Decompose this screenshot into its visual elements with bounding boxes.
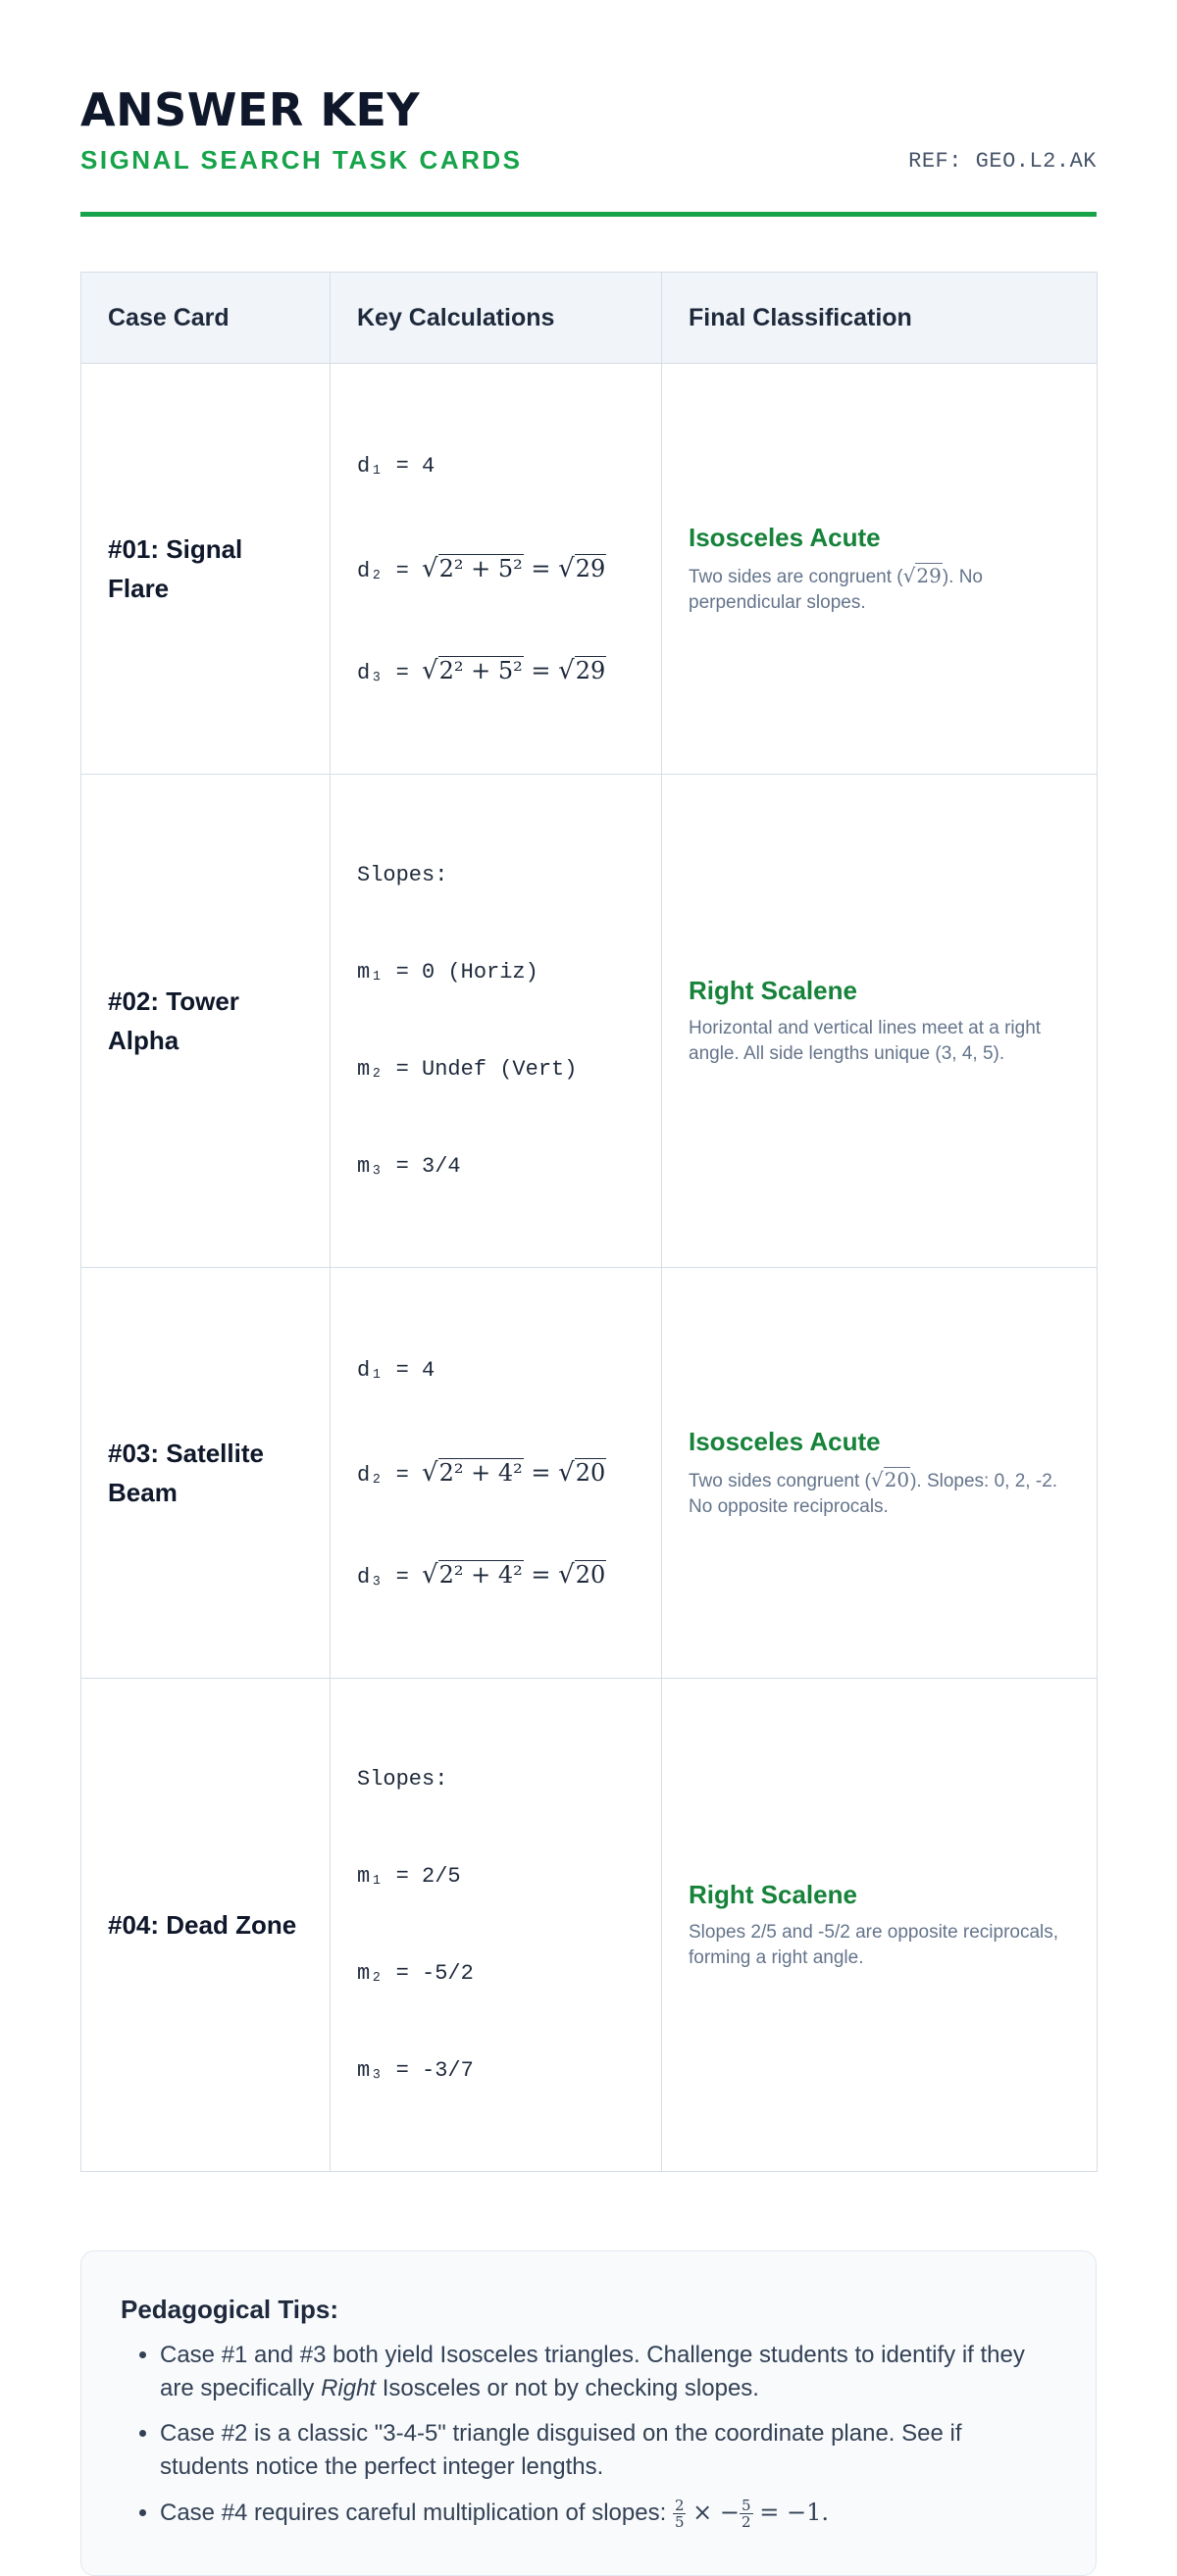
calc-line: d₃ = √2² + 5² = √29: [357, 652, 635, 689]
classification-description: Two sides congruent (√20). Slopes: 0, 2, -2. No opposite reciprocals.: [689, 1468, 1058, 1517]
reference-code: REF: GEO.L2.AK: [908, 149, 1097, 174]
classification-cell: [662, 1679, 1098, 2172]
distance-calculations: [357, 1288, 635, 1658]
calc-line: m₁ = 0 (Horiz): [357, 960, 538, 985]
case-name: #01: Signal Flare: [108, 534, 243, 603]
case-cell: [81, 775, 331, 1268]
tips-list: [121, 2339, 1056, 2530]
calc-line: d₃ = √2² + 4² = √20: [357, 1556, 635, 1593]
calc-line: m₂ = -5/2: [357, 1961, 474, 1986]
calc-cell: [331, 364, 662, 775]
slope-calculations: [357, 1698, 635, 2151]
case-cell: [81, 1679, 331, 2172]
calc-cell: [331, 1679, 662, 2172]
classification-description: Two sides are congruent (√29). No perpendicular slopes.: [689, 564, 984, 613]
fraction: $\frac{2}{5}$: [674, 2497, 685, 2532]
calc-line: m₃ = 3/4: [357, 1154, 461, 1179]
calc-line: d₂ = √2² + 5² = √29: [357, 550, 635, 587]
pedagogical-tips: [80, 2250, 1097, 2576]
header: [80, 84, 1097, 217]
radical: √2² + 4²: [422, 1458, 523, 1488]
calc-line: d₂ = √2² + 4² = √20: [357, 1454, 635, 1491]
tips-title: Pedagogical Tips:: [121, 2295, 339, 2324]
classification-title: Right Scalene: [689, 976, 857, 1005]
list-item: • Case #1 and #3 both yield Isosceles triangles. Challenge students to identify if they are specifically Right Isosceles or not by checking slopes.: [160, 2339, 1056, 2405]
calc-line: m₃ = -3/7: [357, 2058, 474, 2083]
radical: √2² + 4²: [422, 1560, 523, 1590]
page-subtitle: SIGNAL SEARCH TASK CARDS: [80, 145, 523, 175]
calc-line: d₁ = 4: [357, 1358, 435, 1383]
case-name: #04: Dead Zone: [108, 1910, 297, 1940]
slope-calculations: [357, 794, 635, 1247]
case-name: #03: Satellite Beam: [108, 1439, 264, 1507]
case-cell: [81, 364, 331, 775]
column-header-calculations: Key Calculations: [331, 273, 662, 364]
fraction: $\frac{5}{2}$: [742, 2497, 751, 2532]
table-row: [81, 1268, 1098, 1679]
classification-description: Horizontal and vertical lines meet at a right angle. All side lengths unique (3, 4, 5).: [689, 1018, 1042, 1064]
radical: √2² + 5²: [422, 656, 523, 685]
calc-cell: [331, 775, 662, 1268]
classification-description: Slopes 2/5 and -5/2 are opposite reciprocals, forming a right angle.: [689, 1922, 1059, 1968]
slopes-label: Slopes:: [357, 1767, 448, 1792]
distance-calculations: [357, 383, 635, 754]
answer-table: [80, 272, 1098, 2172]
column-header-classification: Final Classification: [662, 273, 1098, 364]
list-item: • Case #2 is a classic "3-4-5" triangle disguised on the coordinate plane. See if students notice the perfect integer lengths.: [160, 2417, 1056, 2484]
classification-title: Isosceles Acute: [689, 1427, 881, 1456]
calc-line: m₁ = 2/5: [357, 1864, 461, 1889]
page-title: ANSWER KEY: [80, 83, 421, 136]
classification-cell: [662, 775, 1098, 1268]
case-cell: [81, 1268, 331, 1679]
radical: √2² + 5²: [422, 554, 523, 583]
column-header-case: Case Card: [81, 273, 331, 364]
classification-title: Isosceles Acute: [689, 523, 881, 552]
classification-cell: [662, 364, 1098, 775]
table-row: [81, 364, 1098, 775]
slopes-label: Slopes:: [357, 863, 448, 887]
table-row: [81, 1679, 1098, 2172]
calc-line: m₂ = Undef (Vert): [357, 1057, 578, 1082]
table-header-row: [81, 273, 1098, 364]
classification-cell: [662, 1268, 1098, 1679]
table-row: [81, 775, 1098, 1268]
classification-title: Right Scalene: [689, 1880, 857, 1909]
case-name: #02: Tower Alpha: [108, 986, 239, 1055]
calc-line: d₁ = 4: [357, 454, 435, 479]
calc-cell: [331, 1268, 662, 1679]
list-item: • Case #4 requires careful multiplication of slopes: $\frac{2}{5}$ × − $\frac{5}{2}$ = −1.: [160, 2496, 1056, 2530]
